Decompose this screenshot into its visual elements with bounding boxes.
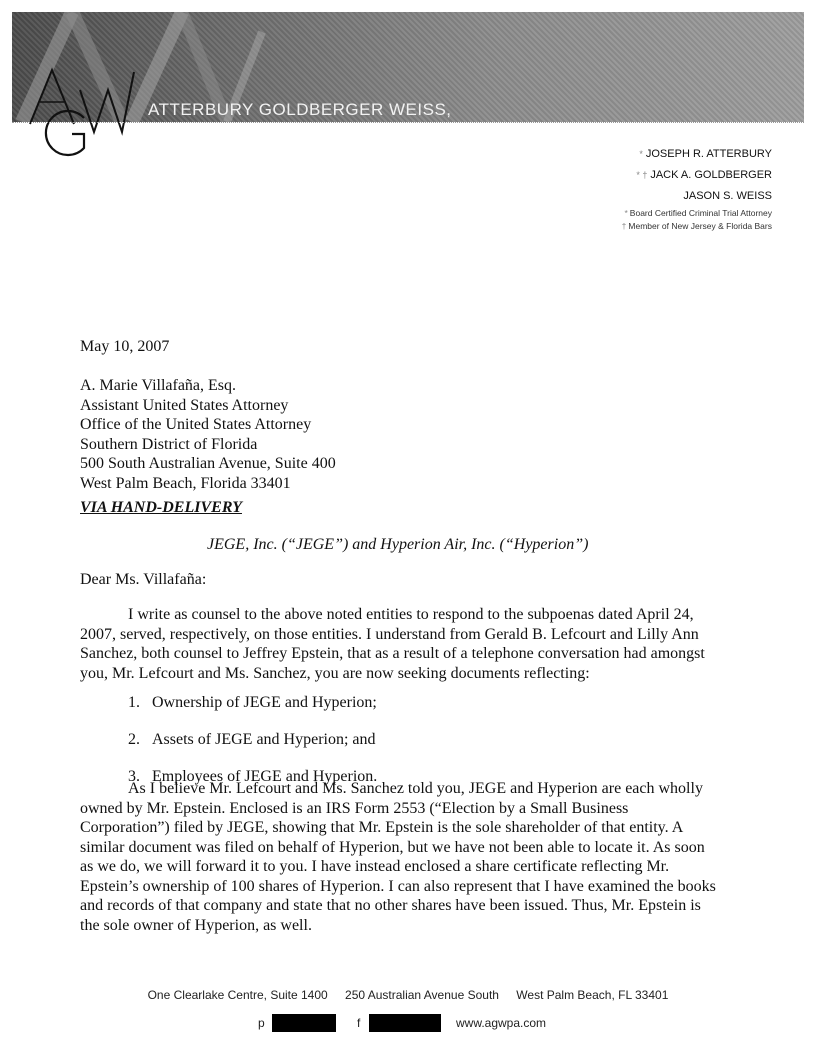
address-line: West Palm Beach, Florida 33401 bbox=[80, 474, 291, 492]
website-link[interactable]: www.agwpa.com bbox=[456, 1016, 547, 1030]
list-item: 1. Ownership of JEGE and Hyperion; bbox=[128, 694, 377, 711]
redacted-phone bbox=[272, 1014, 336, 1032]
partner-list bbox=[622, 144, 772, 233]
footer-address-line: West Palm Beach, FL 33401 bbox=[516, 988, 669, 1002]
footer-address-line: One Clearlake Centre, Suite 1400 bbox=[147, 988, 328, 1002]
fax-label: f bbox=[357, 1016, 361, 1030]
delivery-method: VIA HAND-DELIVERY bbox=[80, 499, 242, 516]
redacted-fax bbox=[369, 1014, 441, 1032]
letter-date: May 10, 2007 bbox=[80, 338, 170, 355]
footer-contact bbox=[0, 1016, 816, 1034]
list-item: 2. Assets of JEGE and Hyperion; and bbox=[128, 731, 376, 748]
agw-monogram-logo bbox=[22, 62, 142, 162]
footer-address-line: 250 Australian Avenue South bbox=[345, 988, 499, 1002]
credential-note: † Member of New Jersey & Florida Bars bbox=[621, 221, 772, 231]
letterhead-divider bbox=[12, 122, 804, 123]
firm-name: ATTERBURY GOLDBERGER WEISS, bbox=[148, 100, 452, 119]
address-line: A. Marie Villafaña, Esq. bbox=[80, 377, 237, 394]
address-line: Office of the United States Attorney bbox=[80, 416, 312, 433]
address-line: Southern District of Florida bbox=[80, 435, 258, 453]
credential-note: * Board Certified Criminal Trial Attorney bbox=[624, 208, 772, 218]
partner-name: JASON S. WEISS bbox=[683, 190, 772, 202]
address-line: Assistant United States Attorney bbox=[80, 396, 289, 414]
list-item: 3. Employees of JEGE and Hyperion. bbox=[128, 768, 378, 785]
recipient-address bbox=[80, 376, 336, 493]
subject-line: JEGE, Inc. (“JEGE”) and Hyperion Air, Inc. (“Hyperion”) bbox=[207, 536, 589, 553]
partner-name: * JOSEPH R. ATTERBURY bbox=[639, 148, 772, 160]
phone-label: p bbox=[258, 1016, 265, 1030]
salutation: Dear Ms. Villafaña: bbox=[80, 571, 207, 588]
footer-address bbox=[0, 988, 816, 1002]
body-paragraph: I write as counsel to the above noted entities to respond to the subpoenas dated April 24, 2007, served, respectively, on those entities. I understand from Gerald B. Lefcourt and Lilly Ann Sanchez, both counsel to Jeffrey Epstein, that as a result of a telephone conversation had amongst you, Mr. Lefcourt and Ms. Sanchez, you are now seeking documents reflecting: bbox=[80, 606, 705, 682]
partner-name: * † JACK A. GOLDBERGER bbox=[636, 169, 772, 181]
body-paragraph: As I believe Mr. Lefcourt and Ms. Sanchez told you, JEGE and Hyperion are each wholly owned by Mr. Epstein. Enclosed is an IRS Form 2553 (“Election by a Small Business Corporation”) filed by JEGE, showing that Mr. Epstein is the sole shareholder of that entity. A similar document was filed on behalf of Hyperion, but we have not been able to locate it. As soon as we do, we will forward it to you. I have instead enclosed a share certificate reflecting Mr. Epstein’s ownership of 100 shares of Hyperion. I can also represent that I have examined the books and records of that company and state that no other shares have been issued. Thus, Mr. Epstein is the sole owner of Hyperion, as well. bbox=[80, 780, 716, 934]
address-line: 500 South Australian Avenue, Suite 400 bbox=[80, 455, 336, 472]
